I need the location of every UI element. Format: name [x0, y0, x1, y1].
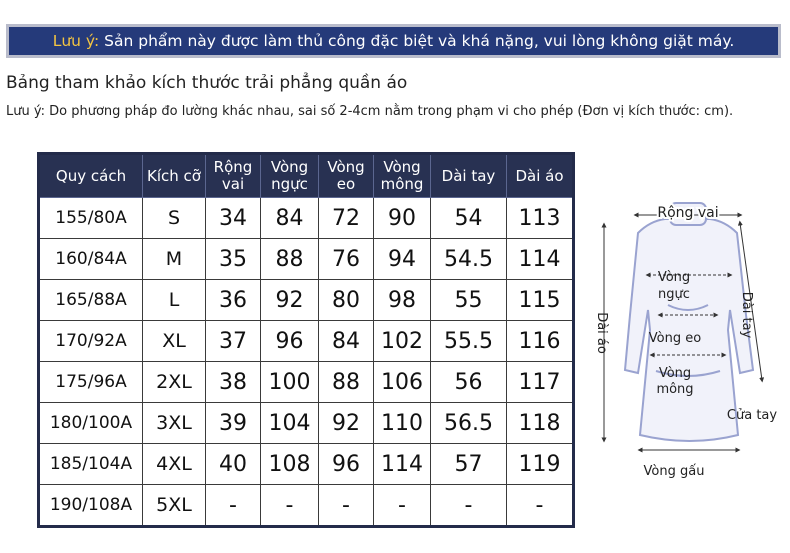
table-row: [39, 321, 574, 362]
table-body: [39, 198, 574, 527]
cell-hip: -: [374, 485, 431, 527]
cell-shoulder: 40: [206, 444, 261, 485]
cell-hip: 98: [374, 280, 431, 321]
cell-sleeve: 55.5: [431, 321, 507, 362]
label-cuff: Cửa tay: [726, 408, 778, 423]
cell-shoulder: 36: [206, 280, 261, 321]
cell-chest: 96: [261, 321, 319, 362]
dress-outline: [625, 203, 753, 441]
label-sleeve: Dài tay: [739, 291, 754, 339]
cell-sleeve: 56: [431, 362, 507, 403]
table-row: [39, 403, 574, 444]
cell-waist: 80: [319, 280, 374, 321]
label-hem: Vòng gấu: [643, 464, 705, 479]
cell-waist: 96: [319, 444, 374, 485]
cell-waist: 88: [319, 362, 374, 403]
cell-sleeve: 54.5: [431, 239, 507, 280]
cell-chest: 92: [261, 280, 319, 321]
header-size: [143, 154, 206, 198]
header-label: Dài tay: [441, 166, 496, 185]
cell-length: 118: [507, 403, 574, 444]
cell-size: S: [143, 198, 206, 239]
header-length: [507, 154, 574, 198]
page-title: Bảng tham khảo kích thước trải phẳng quần áo: [6, 73, 408, 93]
notice-text: Sản phẩm này được làm thủ công đặc biệt và khá nặng, vui lòng không giặt máy.: [104, 32, 735, 50]
garment-diagram: [590, 195, 790, 485]
table-row: [39, 444, 574, 485]
header-label: Vòng: [327, 158, 365, 176]
cell-hip: 106: [374, 362, 431, 403]
cell-size: 4XL: [143, 444, 206, 485]
cell-hip: 90: [374, 198, 431, 239]
cell-size: XL: [143, 321, 206, 362]
cell-hip: 102: [374, 321, 431, 362]
cell-sleeve: 57: [431, 444, 507, 485]
cell-chest: -: [261, 485, 319, 527]
notice-banner: [6, 24, 781, 58]
header-label: mông: [380, 175, 424, 193]
header-label: Kích cỡ: [147, 166, 201, 185]
header-chest: [261, 154, 319, 198]
cell-chest: 108: [261, 444, 319, 485]
measurement-note: Lưu ý: Do phương pháp đo lường khác nhau, sai số 2-4cm nằm trong phạm vi cho phép (Đơn vị kích thước: cm).: [6, 104, 734, 119]
cell-hip: 94: [374, 239, 431, 280]
cell-spec: 175/96A: [39, 362, 143, 403]
cell-spec: 170/92A: [39, 321, 143, 362]
header-label: Vòng: [270, 158, 309, 176]
cell-spec: 160/84A: [39, 239, 143, 280]
cell-shoulder: 35: [206, 239, 261, 280]
cell-size: M: [143, 239, 206, 280]
cell-length: 114: [507, 239, 574, 280]
cell-hip: 110: [374, 403, 431, 444]
cell-sleeve: 56.5: [431, 403, 507, 444]
table-row: [39, 239, 574, 280]
header-label: Vòng: [383, 158, 421, 176]
cell-length: 116: [507, 321, 574, 362]
cell-chest: 88: [261, 239, 319, 280]
cell-waist: 92: [319, 403, 374, 444]
cell-length: 113: [507, 198, 574, 239]
table-row: [39, 198, 574, 239]
cell-shoulder: 34: [206, 198, 261, 239]
table-row: [39, 485, 574, 527]
header-label: Dài áo: [515, 166, 564, 185]
table-header-row: [39, 154, 574, 198]
cell-size: L: [143, 280, 206, 321]
cell-spec: 165/88A: [39, 280, 143, 321]
cell-size: 2XL: [143, 362, 206, 403]
cell-size: 5XL: [143, 485, 206, 527]
cell-chest: 104: [261, 403, 319, 444]
header-waist: [319, 154, 374, 198]
header-hip: [374, 154, 431, 198]
cell-waist: 76: [319, 239, 374, 280]
table-row: [39, 362, 574, 403]
cell-waist: 72: [319, 198, 374, 239]
cell-length: -: [507, 485, 574, 527]
header-sleeve: [431, 154, 507, 198]
cell-size: 3XL: [143, 403, 206, 444]
label-waist: Vòng eo: [648, 331, 702, 346]
cell-spec: 180/100A: [39, 403, 143, 444]
label-length: Dài áo: [594, 312, 609, 354]
cell-hip: 114: [374, 444, 431, 485]
cell-spec: 185/104A: [39, 444, 143, 485]
header-label: Rộng: [213, 158, 253, 176]
cell-chest: 100: [261, 362, 319, 403]
cell-shoulder: 37: [206, 321, 261, 362]
cell-spec: 155/80A: [39, 198, 143, 239]
table-row: [39, 280, 574, 321]
header-label: ngực: [271, 175, 308, 193]
cell-waist: 84: [319, 321, 374, 362]
header-label: Quy cách: [55, 166, 127, 185]
cell-sleeve: 55: [431, 280, 507, 321]
header-label: vai: [221, 175, 245, 193]
label-hip-2: mông: [656, 382, 694, 397]
header-shoulder: [206, 154, 261, 198]
header-label: eo: [336, 175, 356, 193]
cell-sleeve: -: [431, 485, 507, 527]
label-shoulder: Rộng vai: [657, 205, 719, 221]
label-chest-2: ngực: [658, 287, 690, 302]
label-hip-1: Vòng: [658, 366, 692, 381]
size-chart-table: [37, 152, 575, 528]
cell-sleeve: 54: [431, 198, 507, 239]
cell-length: 117: [507, 362, 574, 403]
cell-length: 119: [507, 444, 574, 485]
cell-shoulder: 38: [206, 362, 261, 403]
cell-chest: 84: [261, 198, 319, 239]
cell-spec: 190/108A: [39, 485, 143, 527]
cell-shoulder: -: [206, 485, 261, 527]
header-spec: [39, 154, 143, 198]
label-chest-1: Vòng: [657, 270, 691, 285]
cell-length: 115: [507, 280, 574, 321]
cell-waist: -: [319, 485, 374, 527]
cell-shoulder: 39: [206, 403, 261, 444]
notice-prefix: Lưu ý:: [52, 32, 100, 50]
